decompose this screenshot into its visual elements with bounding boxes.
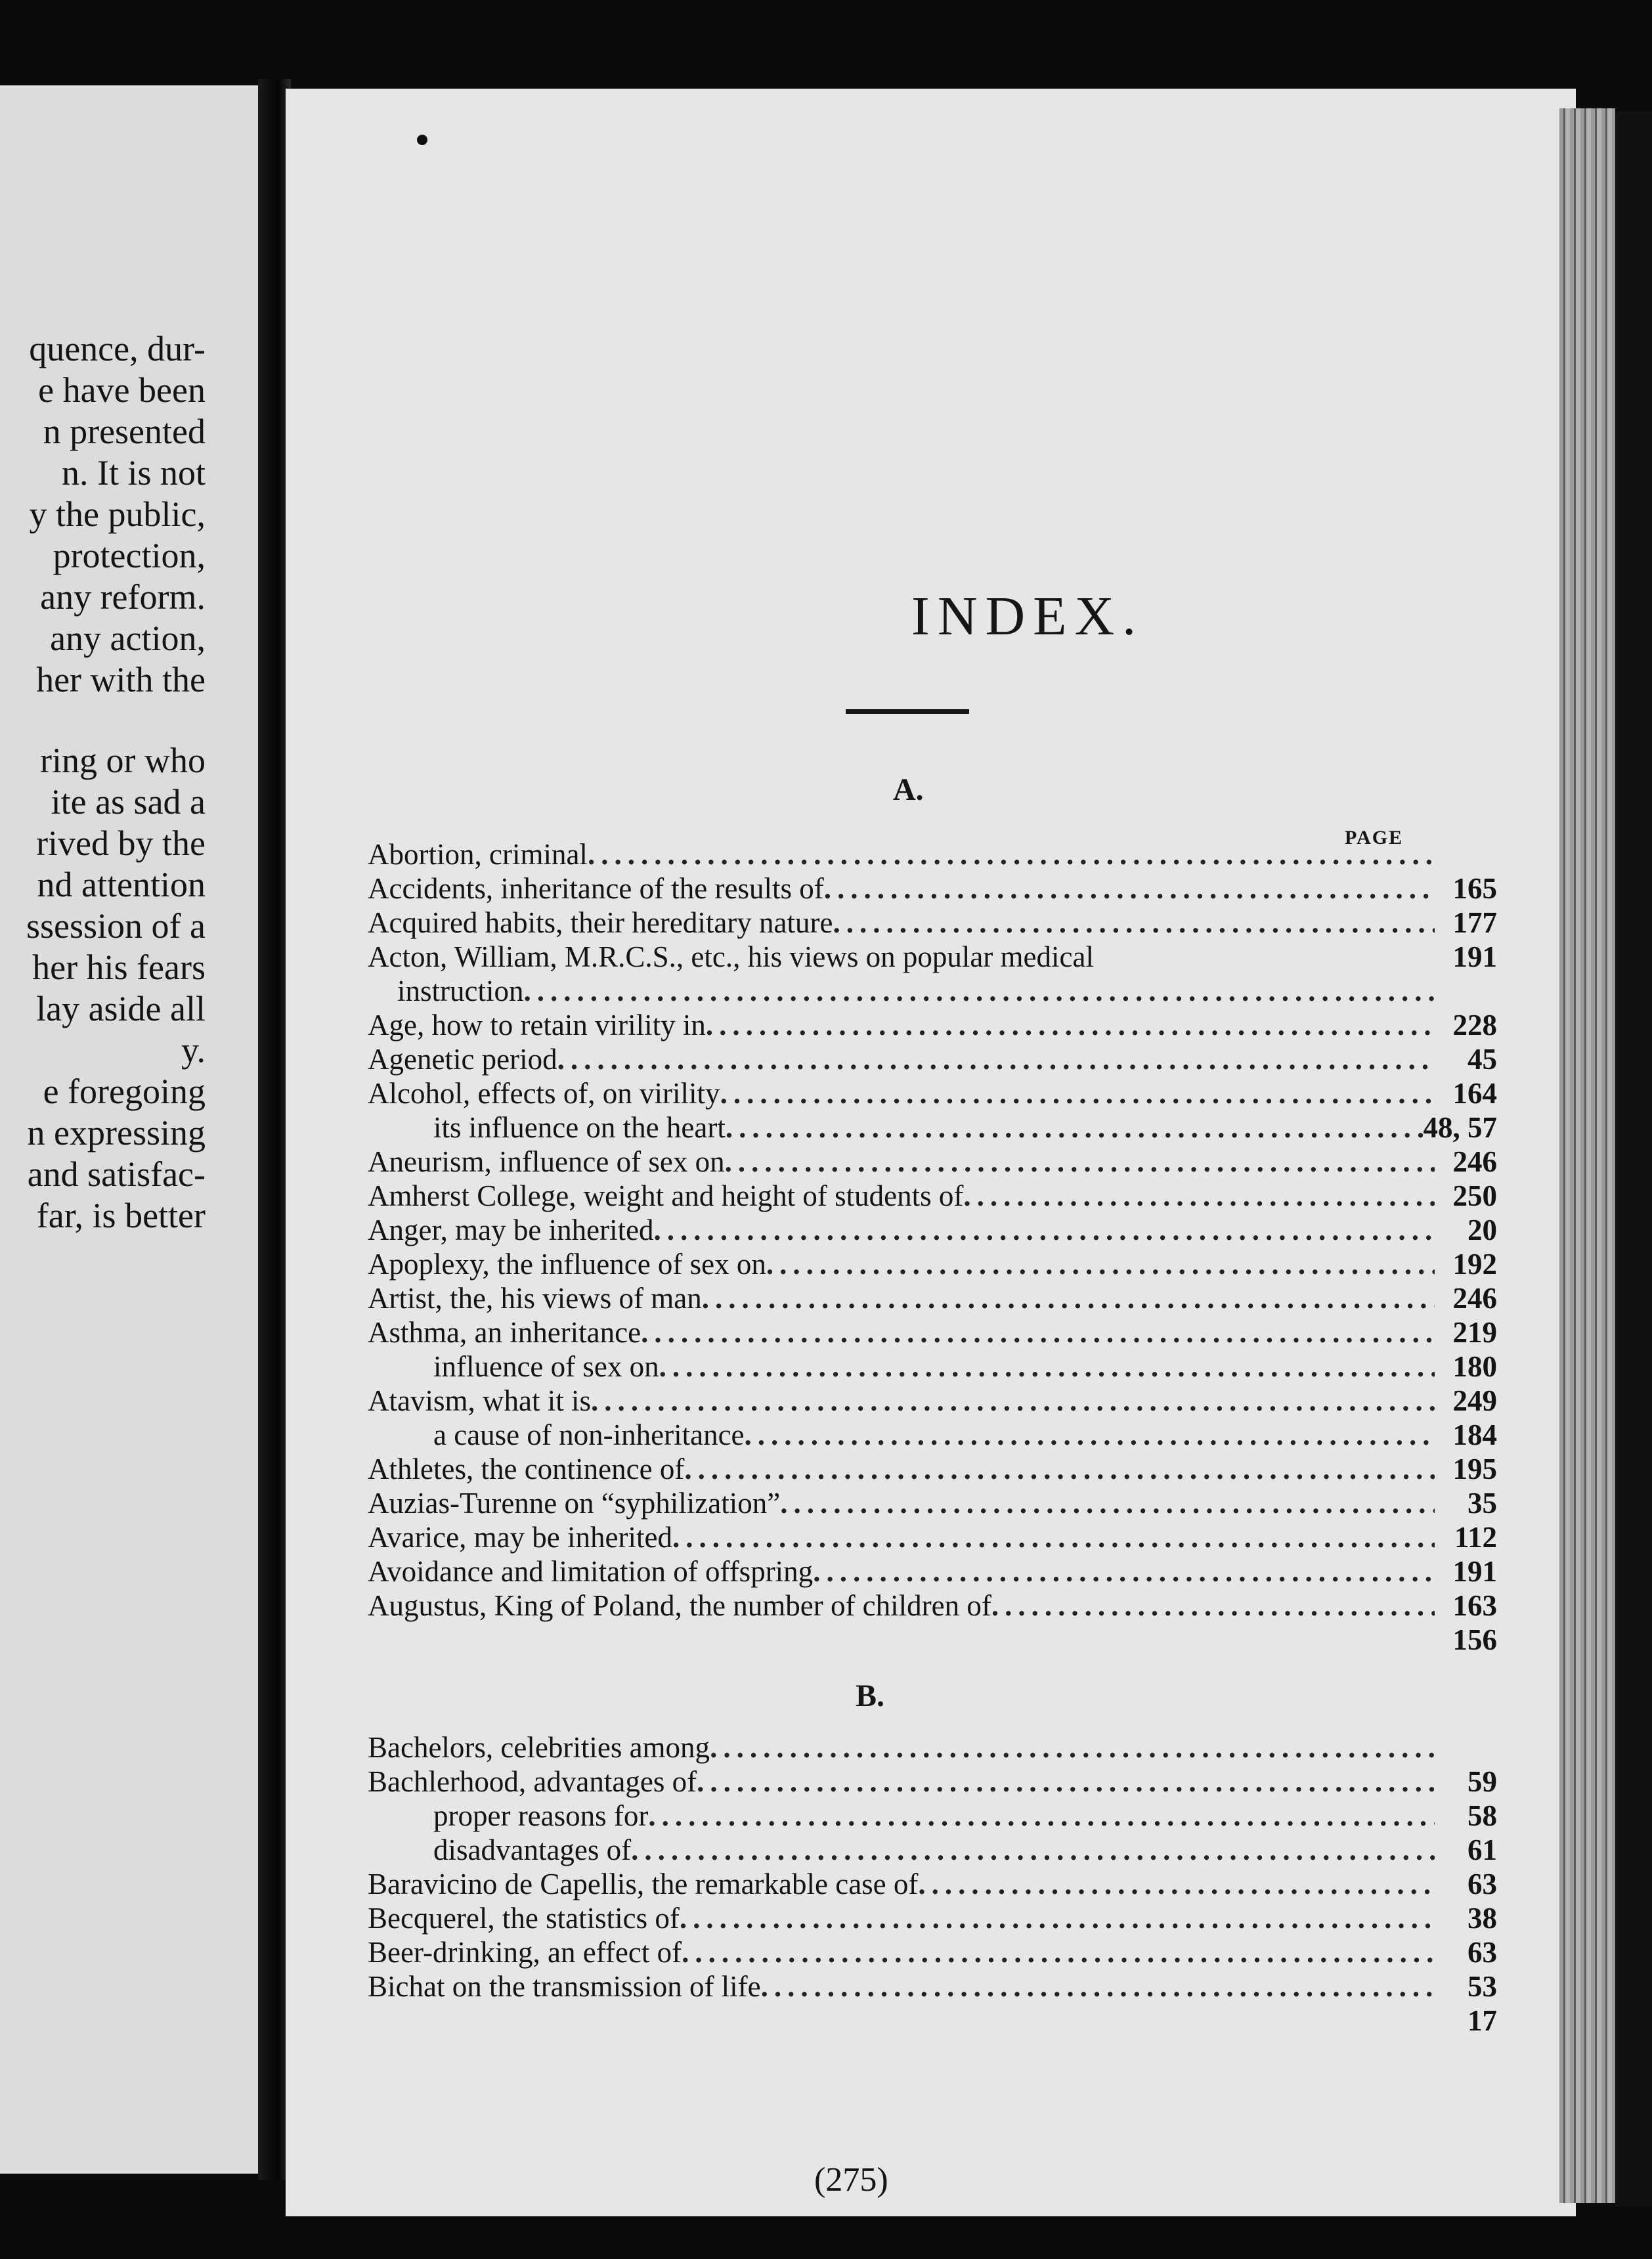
index-entry <box>368 1315 1497 1349</box>
page-column-header: PAGE <box>1345 827 1404 848</box>
left-facing-page <box>0 85 266 2174</box>
index-entry-page: 246 <box>1452 1145 1497 1178</box>
index-entry-text: Anger, may be inherited <box>368 1214 654 1246</box>
dot-leader <box>591 1384 1435 1418</box>
dot-leader <box>588 837 1435 871</box>
index-entry <box>368 871 1497 906</box>
index-entry-text: Age, how to retain virility in <box>368 1009 706 1042</box>
index-entry-trailing-page <box>368 2004 1497 2038</box>
index-entry-text: Bachelors, celebrities among <box>368 1731 710 1764</box>
index-entry-page: 163 <box>1452 1589 1497 1622</box>
index-entry <box>368 1730 1497 1765</box>
page-title: INDEX. <box>911 586 1144 647</box>
dot-leader <box>991 1589 1435 1623</box>
index-entry <box>368 1247 1497 1281</box>
index-entry-text: Baravicino de Capellis, the remarkable case of <box>368 1868 919 1900</box>
dot-leader <box>631 1833 1435 1867</box>
index-entry-page: 112 <box>1454 1521 1497 1554</box>
index-entry <box>368 1384 1497 1418</box>
dot-leader <box>702 1281 1435 1315</box>
dot-leader <box>697 1765 1435 1799</box>
index-entry <box>368 940 1497 974</box>
index-entry-page: 45 <box>1467 1043 1497 1076</box>
index-entry <box>368 1076 1497 1110</box>
index-entry-page: 48, 57 <box>1423 1111 1497 1144</box>
index-entry <box>368 1213 1497 1247</box>
dot-leader <box>684 1452 1435 1486</box>
dot-leader <box>833 906 1435 940</box>
index-entry-page: 246 <box>1452 1282 1497 1315</box>
index-entry <box>368 1179 1497 1213</box>
index-entry-page: 195 <box>1452 1453 1497 1485</box>
index-entry-text: Accidents, inheritance of the results of <box>368 872 824 905</box>
index-entry-page: 156 <box>1452 1623 1497 1656</box>
index-entry-page: 180 <box>1452 1350 1497 1383</box>
index-entry-text: Auzias-Turenne on “syphilization” <box>368 1487 781 1520</box>
left-page-line: her with the <box>36 660 206 699</box>
left-page-line: rived by the <box>36 823 206 863</box>
index-entry <box>368 1589 1497 1623</box>
index-entry-page: 164 <box>1452 1077 1497 1110</box>
index-entry <box>368 1281 1497 1315</box>
index-entry-text: proper reasons for <box>433 1799 649 1832</box>
index-entry <box>368 906 1497 940</box>
index-entry-text: Avoidance and limitation of offspring <box>368 1555 814 1588</box>
title-rule <box>846 709 969 714</box>
dot-leader <box>682 1935 1435 1969</box>
left-page-line: far, is better <box>36 1196 206 1235</box>
dot-leader <box>706 1008 1435 1042</box>
index-page <box>286 89 1576 2216</box>
index-entry-page: 53 <box>1467 1970 1497 2003</box>
index-entry-text: Abortion, criminal <box>368 838 588 871</box>
index-entry-page: 17 <box>1467 2004 1497 2037</box>
index-entry-page: 219 <box>1452 1316 1497 1349</box>
dot-leader <box>654 1213 1435 1247</box>
page-edges <box>1559 108 1615 2203</box>
dot-leader <box>720 1076 1435 1110</box>
left-page-line: her his fears <box>32 948 206 987</box>
index-entry <box>368 1969 1497 2004</box>
index-entry-text: its influence on the heart <box>433 1111 726 1144</box>
dot-leader <box>680 1901 1435 1935</box>
dot-leader <box>766 1247 1435 1281</box>
index-entry-trailing-page <box>368 1623 1497 1657</box>
index-entry-page: 192 <box>1452 1248 1497 1281</box>
index-entry-page: 63 <box>1467 1936 1497 1969</box>
dot-leader <box>672 1520 1435 1554</box>
index-entry <box>368 1799 1497 1833</box>
index-entry-page: 250 <box>1452 1179 1497 1212</box>
dot-leader <box>726 1110 1424 1145</box>
index-entry-text: Athletes, the continence of <box>368 1453 685 1485</box>
index-entry-page: 228 <box>1452 1009 1497 1042</box>
left-page-line: any reform. <box>40 577 206 617</box>
dot-leader <box>659 1349 1435 1384</box>
index-entry <box>368 1452 1497 1486</box>
dot-leader <box>725 1145 1435 1179</box>
dot-leader <box>745 1418 1435 1452</box>
index-entry <box>368 1145 1497 1179</box>
index-entry-text: Bachlerhood, advantages of <box>368 1765 697 1798</box>
left-page-line: quence, dur- <box>29 329 206 368</box>
index-entry-text: influence of sex on <box>433 1350 659 1383</box>
section-b-heading: B. <box>856 1678 885 1713</box>
index-entry-page: 35 <box>1467 1487 1497 1520</box>
index-entry <box>368 1554 1497 1589</box>
index-section-b <box>368 1730 1497 2038</box>
index-entry-text: Agenetic period <box>368 1043 557 1076</box>
dot-leader <box>523 974 1435 1008</box>
paragraph-gap <box>0 701 206 740</box>
book-edge-shadow <box>1615 112 1652 2206</box>
index-entry-text: disadvantages of <box>433 1833 632 1866</box>
index-entry-page: 177 <box>1452 906 1497 939</box>
left-page-line: n expressing <box>27 1113 206 1152</box>
index-entry <box>368 1765 1497 1799</box>
index-entry-text: Bichat on the transmission of life <box>368 1970 761 2003</box>
left-page-line: any action, <box>50 619 206 658</box>
index-entry-page: 38 <box>1467 1902 1497 1935</box>
index-entry <box>368 1110 1497 1145</box>
index-entry <box>368 1867 1497 1901</box>
index-entry <box>368 1042 1497 1076</box>
index-entry-page: 165 <box>1452 872 1497 905</box>
left-page-line: and satisfac- <box>27 1154 206 1194</box>
index-entry-page: 61 <box>1467 1833 1497 1866</box>
index-entry-page: 191 <box>1452 940 1497 973</box>
index-entry <box>368 1833 1497 1867</box>
index-entry-text: Beer-drinking, an effect of <box>368 1936 682 1969</box>
left-page-line: y the public, <box>29 494 206 534</box>
index-entry-page: 20 <box>1467 1214 1497 1246</box>
index-entry <box>368 974 1497 1008</box>
index-entry-text: Becquerel, the statistics of <box>368 1902 680 1935</box>
left-page-line: ite as sad a <box>51 782 206 822</box>
index-entry-text: Artist, the, his views of man <box>368 1282 702 1315</box>
section-a-heading: A. <box>893 772 924 807</box>
index-entry-text: Amherst College, weight and height of students of <box>368 1179 964 1212</box>
ink-speck <box>417 135 427 145</box>
index-section-a <box>368 837 1497 1657</box>
index-entry-text: Augustus, King of Poland, the number of children of <box>368 1589 991 1622</box>
dot-leader <box>710 1730 1435 1765</box>
left-page-line: e foregoing <box>43 1072 206 1111</box>
left-page-line: lay aside all <box>36 989 206 1028</box>
dot-leader <box>918 1867 1435 1901</box>
index-entry-page: 63 <box>1467 1868 1497 1900</box>
index-entry-text: Asthma, an inheritance <box>368 1316 641 1349</box>
index-entry-text: Atavism, what it is <box>368 1384 591 1417</box>
index-entry-text: Avarice, may be inherited <box>368 1521 672 1554</box>
index-entry <box>368 1935 1497 1969</box>
index-entry-page: 191 <box>1452 1555 1497 1588</box>
left-page-line: ring or who <box>40 741 206 780</box>
index-entry <box>368 837 1497 871</box>
index-entry <box>368 1008 1497 1042</box>
left-page-line: n presented <box>43 412 206 451</box>
dot-leader <box>824 871 1435 906</box>
dot-leader <box>963 1179 1435 1213</box>
index-entry <box>368 1349 1497 1384</box>
index-entry-text: Alcohol, effects of, on virility <box>368 1077 720 1110</box>
index-entry <box>368 1418 1497 1452</box>
left-page-line: nd attention <box>37 865 206 904</box>
left-page-line: protection, <box>53 536 206 575</box>
index-entry-page: 58 <box>1467 1799 1497 1832</box>
dot-leader <box>780 1486 1435 1520</box>
dot-leader <box>761 1969 1435 2004</box>
index-entry-text: a cause of non-inheritance <box>433 1418 745 1451</box>
dot-leader <box>641 1315 1435 1349</box>
left-page-line: n. It is not <box>61 453 206 493</box>
left-page-line: e have been <box>38 370 206 410</box>
left-page-line: ssession of a <box>26 906 206 946</box>
index-entry-page: 249 <box>1452 1384 1497 1417</box>
index-entry <box>368 1520 1497 1554</box>
index-entry-page: 184 <box>1452 1418 1497 1451</box>
index-entry-text: Acton, William, M.R.C.S., etc., his views on popular medical <box>368 940 1094 973</box>
dot-leader <box>813 1554 1435 1589</box>
index-entry <box>368 1486 1497 1520</box>
left-page-line: y. <box>181 1030 206 1070</box>
page-number: (275) <box>814 2161 888 2199</box>
index-entry-page: 59 <box>1467 1765 1497 1798</box>
index-entry-text: instruction <box>397 975 524 1007</box>
index-entry-text: Aneurism, influence of sex on <box>368 1145 725 1178</box>
left-page-text <box>0 328 206 1237</box>
index-entry-text: Apoplexy, the influence of sex on <box>368 1248 766 1281</box>
index-entry <box>368 1901 1497 1935</box>
index-entry-text: Acquired habits, their hereditary nature <box>368 906 833 939</box>
dot-leader <box>648 1799 1435 1833</box>
dot-leader <box>557 1042 1435 1076</box>
